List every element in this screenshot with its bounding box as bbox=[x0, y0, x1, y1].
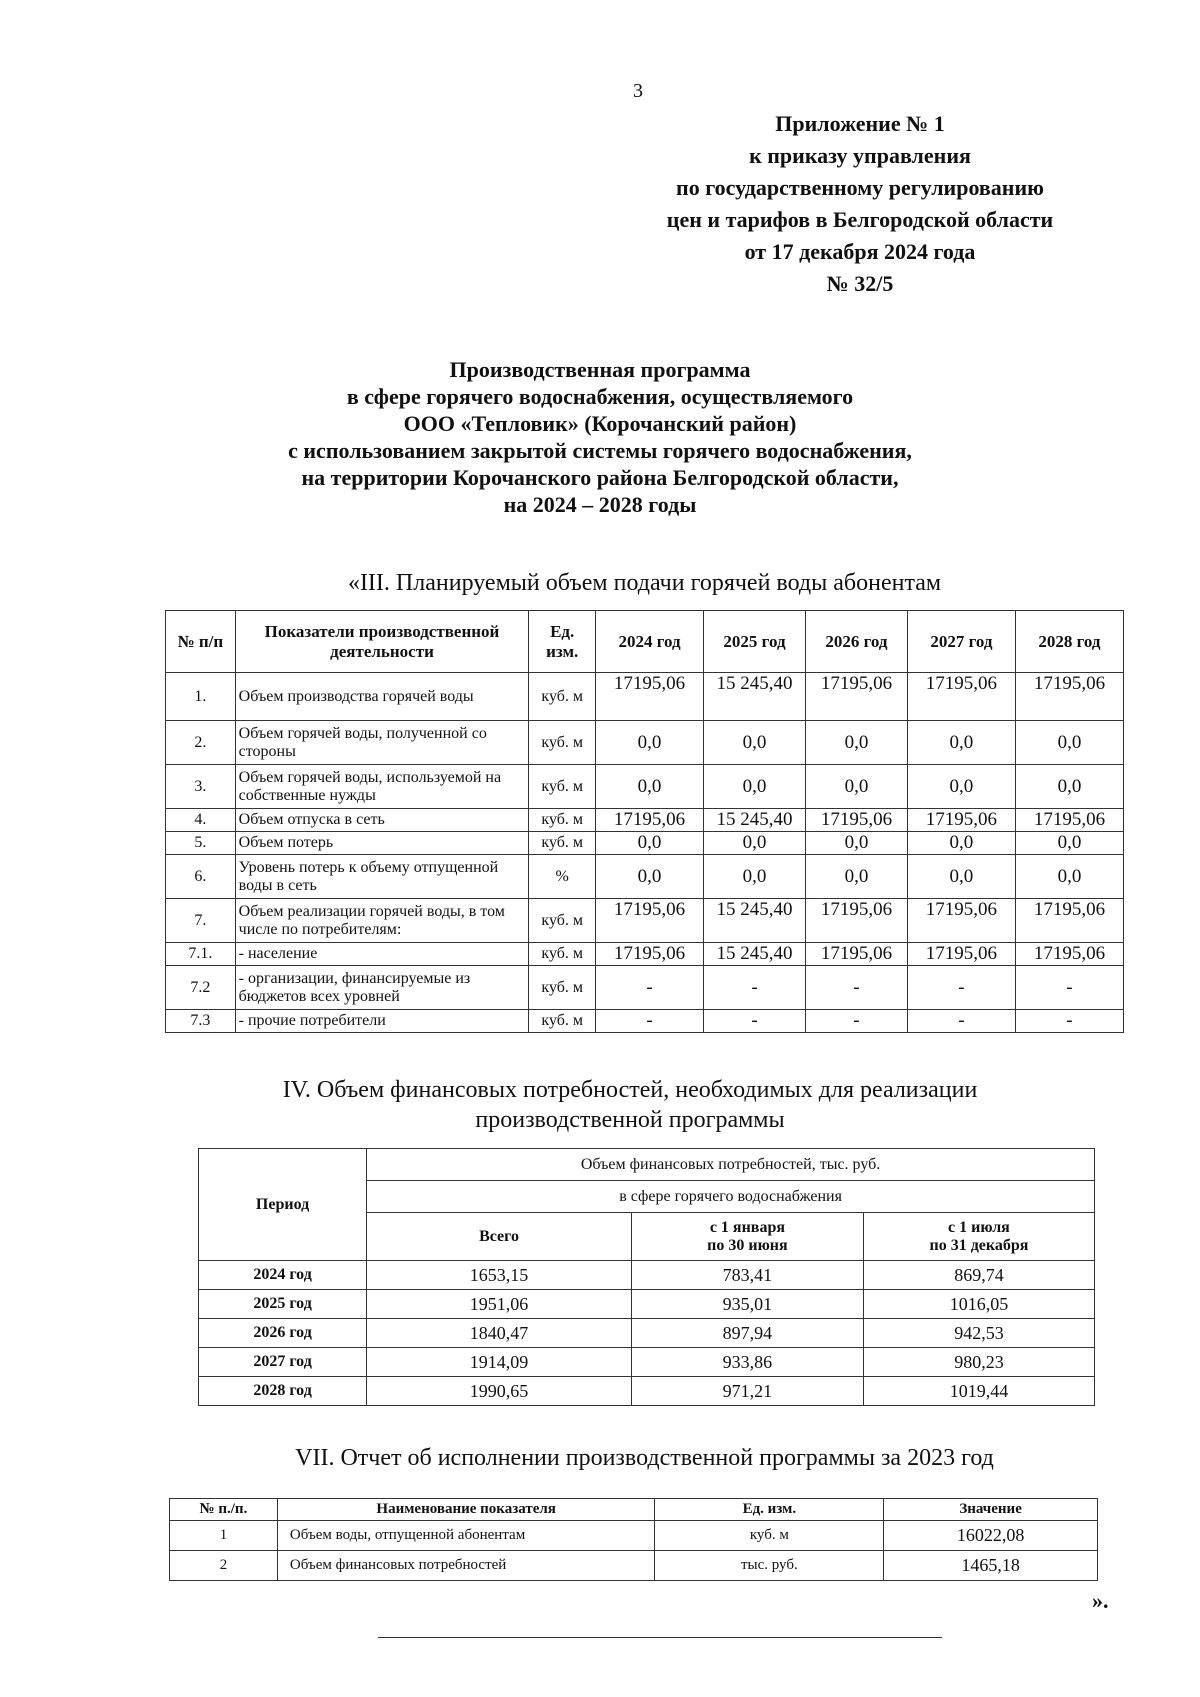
value-cell: 0,0 bbox=[907, 765, 1015, 809]
value-cell: 0,0 bbox=[596, 855, 704, 899]
section7-heading: VII. Отчет об исполнении производственной программы за 2023 год bbox=[295, 1445, 994, 1471]
unit-cell: куб. м bbox=[529, 765, 596, 809]
appendix-line: цен и тарифов в Белгородской области bbox=[666, 207, 1054, 232]
table-row bbox=[166, 855, 1124, 899]
indicator-name: - организации, финансируемые из бюджетов всех уровней bbox=[235, 966, 529, 1010]
column-header-first-half bbox=[631, 1213, 863, 1261]
row-number: 5. bbox=[166, 832, 236, 855]
first-half-cell: 935,01 bbox=[631, 1290, 863, 1319]
value-cell: 17195,06 bbox=[1015, 673, 1123, 721]
value-cell: 17195,06 bbox=[907, 673, 1015, 721]
value-cell: 0,0 bbox=[1015, 721, 1123, 765]
row-number: 2. bbox=[166, 721, 236, 765]
table-row bbox=[199, 1290, 1095, 1319]
unit-cell: куб. м bbox=[529, 809, 596, 832]
first-half-cell: 933,86 bbox=[631, 1348, 863, 1377]
table-row bbox=[170, 1521, 1098, 1551]
value-cell: - bbox=[596, 1010, 704, 1033]
row-number: 1. bbox=[166, 673, 236, 721]
table-row bbox=[166, 832, 1124, 855]
table-row bbox=[166, 765, 1124, 809]
column-header-first-half-line: по 30 июня bbox=[707, 1236, 788, 1254]
unit-cell: % bbox=[529, 855, 596, 899]
value-cell: 16022,08 bbox=[884, 1521, 1098, 1551]
first-half-cell: 897,94 bbox=[631, 1319, 863, 1348]
column-header-name: Показатели производственной деятельности bbox=[235, 611, 529, 673]
value-cell: - bbox=[1015, 1010, 1123, 1033]
value-cell: 0,0 bbox=[596, 832, 704, 855]
value-cell: 17195,06 bbox=[1015, 809, 1123, 832]
column-header-second-half-line: по 31 декабря bbox=[929, 1236, 1029, 1254]
first-half-cell: 783,41 bbox=[631, 1261, 863, 1290]
value-cell: 17195,06 bbox=[907, 809, 1015, 832]
section3-heading: «III. Планируемый объем подачи горячей воды абонентам bbox=[347, 570, 942, 596]
report-2023-table bbox=[169, 1498, 1098, 1581]
value-cell: - bbox=[907, 1010, 1015, 1033]
total-cell: 1951,06 bbox=[367, 1290, 632, 1319]
value-cell: 17195,06 bbox=[805, 943, 907, 966]
value-cell: 0,0 bbox=[805, 855, 907, 899]
indicator-name: - прочие потребители bbox=[235, 1010, 529, 1033]
program-title-line: в сфере горячего водоснабжения, осуществляемого bbox=[346, 384, 854, 409]
unit-cell: куб. м bbox=[529, 832, 596, 855]
appendix-line: от 17 декабря 2024 года bbox=[744, 239, 976, 264]
value-cell: 0,0 bbox=[907, 855, 1015, 899]
value-cell: - bbox=[1015, 966, 1123, 1010]
indicator-name: Уровень потерь к объему отпущенной воды в сеть bbox=[235, 855, 529, 899]
value-cell: 0,0 bbox=[704, 832, 806, 855]
program-title-line: Производственная программа bbox=[449, 357, 751, 382]
value-cell: 15 245,40 bbox=[704, 809, 806, 832]
column-header-num: № п./п. bbox=[170, 1499, 278, 1521]
column-header-year: 2027 год bbox=[907, 611, 1015, 673]
table-row bbox=[199, 1261, 1095, 1290]
page-number: 3 bbox=[633, 80, 643, 102]
table-row bbox=[166, 943, 1124, 966]
value-cell: - bbox=[704, 966, 806, 1010]
financial-needs-table bbox=[198, 1148, 1095, 1406]
value-cell: - bbox=[805, 966, 907, 1010]
indicator-name: Объем производства горячей воды bbox=[235, 673, 529, 721]
section4-heading bbox=[180, 1075, 1080, 1135]
value-cell: 0,0 bbox=[907, 832, 1015, 855]
value-cell: 17195,06 bbox=[596, 943, 704, 966]
table-row bbox=[199, 1348, 1095, 1377]
total-cell: 1840,47 bbox=[367, 1319, 632, 1348]
value-cell: 0,0 bbox=[1015, 855, 1123, 899]
row-number: 7.1. bbox=[166, 943, 236, 966]
value-cell: 17195,06 bbox=[907, 899, 1015, 943]
value-cell: 17195,06 bbox=[907, 943, 1015, 966]
column-header-value: Значение bbox=[884, 1499, 1098, 1521]
value-cell: 0,0 bbox=[704, 855, 806, 899]
appendix-header bbox=[620, 108, 1100, 300]
column-header-first-half-line: с 1 января bbox=[709, 1218, 785, 1236]
program-title-line: на 2024 – 2028 годы bbox=[503, 492, 697, 517]
value-cell: 0,0 bbox=[596, 765, 704, 809]
value-cell: 0,0 bbox=[907, 721, 1015, 765]
period-cell: 2024 год bbox=[199, 1261, 367, 1290]
unit-cell: куб. м bbox=[529, 966, 596, 1010]
value-cell: - bbox=[704, 1010, 806, 1033]
value-cell: 17195,06 bbox=[805, 899, 907, 943]
row-number: 7.2 bbox=[166, 966, 236, 1010]
value-cell: 17195,06 bbox=[596, 673, 704, 721]
row-number: 6. bbox=[166, 855, 236, 899]
table-row bbox=[166, 809, 1124, 832]
value-cell: 17195,06 bbox=[596, 809, 704, 832]
column-header-year: 2026 год bbox=[805, 611, 907, 673]
column-header-total: Всего bbox=[367, 1213, 632, 1261]
section4-heading-line: производственной программы bbox=[475, 1107, 785, 1133]
value-cell: 0,0 bbox=[1015, 765, 1123, 809]
unit-cell: куб. м bbox=[529, 943, 596, 966]
value-cell: 17195,06 bbox=[1015, 943, 1123, 966]
column-header-second-half-line: с 1 июля bbox=[948, 1218, 1010, 1236]
period-cell: 2028 год bbox=[199, 1377, 367, 1406]
table-row bbox=[166, 721, 1124, 765]
column-header-num: № п/п bbox=[166, 611, 236, 673]
column-header-year: 2025 год bbox=[704, 611, 806, 673]
appendix-line: к приказу управления bbox=[749, 143, 971, 168]
value-cell: 1465,18 bbox=[884, 1551, 1098, 1581]
value-cell: 0,0 bbox=[805, 832, 907, 855]
appendix-line: Приложение № 1 bbox=[775, 111, 945, 136]
indicator-name: Объем финансовых потребностей bbox=[277, 1551, 655, 1581]
period-cell: 2025 год bbox=[199, 1290, 367, 1319]
first-half-cell: 971,21 bbox=[631, 1377, 863, 1406]
program-title-line: на территории Корочанского района Белгородской области, bbox=[301, 465, 899, 490]
unit-cell: куб. м bbox=[529, 721, 596, 765]
indicator-name: Объем отпуска в сеть bbox=[235, 809, 529, 832]
value-cell: 15 245,40 bbox=[704, 899, 806, 943]
row-number: 7. bbox=[166, 899, 236, 943]
unit-cell: куб. м bbox=[529, 899, 596, 943]
column-header-subgroup: в сфере горячего водоснабжения bbox=[367, 1181, 1095, 1213]
column-header-group: Объем финансовых потребностей, тыс. руб. bbox=[367, 1149, 1095, 1181]
column-header-name: Наименование показателя bbox=[277, 1499, 655, 1521]
second-half-cell: 869,74 bbox=[863, 1261, 1094, 1290]
table-row bbox=[166, 966, 1124, 1010]
total-cell: 1653,15 bbox=[367, 1261, 632, 1290]
unit-cell: тыс. руб. bbox=[655, 1551, 884, 1581]
closing-quote-mark: ». bbox=[1092, 1588, 1109, 1613]
value-cell: - bbox=[596, 966, 704, 1010]
table-row bbox=[166, 1010, 1124, 1033]
second-half-cell: 980,23 bbox=[863, 1348, 1094, 1377]
indicator-name: Объем воды, отпущенной абонентам bbox=[277, 1521, 655, 1551]
second-half-cell: 1019,44 bbox=[863, 1377, 1094, 1406]
program-title-line: с использованием закрытой системы горячего водоснабжения, bbox=[288, 438, 912, 463]
unit-cell: куб. м bbox=[529, 1010, 596, 1033]
indicator-name: Объем потерь bbox=[235, 832, 529, 855]
planned-supply-table bbox=[165, 610, 1124, 1033]
total-cell: 1914,09 bbox=[367, 1348, 632, 1377]
row-number: 7.3 bbox=[166, 1010, 236, 1033]
value-cell: 0,0 bbox=[1015, 832, 1123, 855]
value-cell: 0,0 bbox=[596, 721, 704, 765]
column-header-unit: Ед. изм. bbox=[655, 1499, 884, 1521]
indicator-name: Объем реализации горячей воды, в том числе по потребителям: bbox=[235, 899, 529, 943]
unit-cell: куб. м bbox=[655, 1521, 884, 1551]
table-row bbox=[199, 1377, 1095, 1406]
total-cell: 1990,65 bbox=[367, 1377, 632, 1406]
column-header-year: 2024 год bbox=[596, 611, 704, 673]
period-cell: 2027 год bbox=[199, 1348, 367, 1377]
value-cell: 17195,06 bbox=[596, 899, 704, 943]
value-cell: 17195,06 bbox=[805, 809, 907, 832]
table-row bbox=[170, 1551, 1098, 1581]
value-cell: 0,0 bbox=[805, 765, 907, 809]
value-cell: - bbox=[805, 1010, 907, 1033]
period-cell: 2026 год bbox=[199, 1319, 367, 1348]
row-number: 2 bbox=[170, 1551, 278, 1581]
bottom-divider bbox=[378, 1637, 942, 1638]
value-cell: 0,0 bbox=[704, 721, 806, 765]
row-number: 1 bbox=[170, 1521, 278, 1551]
section4-heading-line: IV. Объем финансовых потребностей, необходимых для реализации bbox=[282, 1077, 978, 1103]
table-row bbox=[166, 899, 1124, 943]
column-header-second-half bbox=[863, 1213, 1094, 1261]
value-cell: 17195,06 bbox=[1015, 899, 1123, 943]
value-cell: 0,0 bbox=[704, 765, 806, 809]
column-header-year: 2028 год bbox=[1015, 611, 1123, 673]
row-number: 4. bbox=[166, 809, 236, 832]
program-title bbox=[180, 356, 1020, 518]
table-row bbox=[166, 673, 1124, 721]
second-half-cell: 1016,05 bbox=[863, 1290, 1094, 1319]
indicator-name: Объем горячей воды, полученной со стороны bbox=[235, 721, 529, 765]
value-cell: 15 245,40 bbox=[704, 943, 806, 966]
value-cell: 0,0 bbox=[805, 721, 907, 765]
column-header-period: Период bbox=[199, 1149, 367, 1261]
second-half-cell: 942,53 bbox=[863, 1319, 1094, 1348]
program-title-line: ООО «Тепловик» (Корочанский район) bbox=[403, 411, 797, 436]
appendix-line: по государственному регулированию bbox=[676, 175, 1044, 200]
value-cell: - bbox=[907, 966, 1015, 1010]
column-header-unit: Ед. изм. bbox=[529, 611, 596, 673]
value-cell: 15 245,40 bbox=[704, 673, 806, 721]
appendix-line: № 32/5 bbox=[826, 271, 894, 296]
table-row bbox=[199, 1319, 1095, 1348]
indicator-name: Объем горячей воды, используемой на собственные нужды bbox=[235, 765, 529, 809]
row-number: 3. bbox=[166, 765, 236, 809]
unit-cell: куб. м bbox=[529, 673, 596, 721]
indicator-name: - население bbox=[235, 943, 529, 966]
value-cell: 17195,06 bbox=[805, 673, 907, 721]
